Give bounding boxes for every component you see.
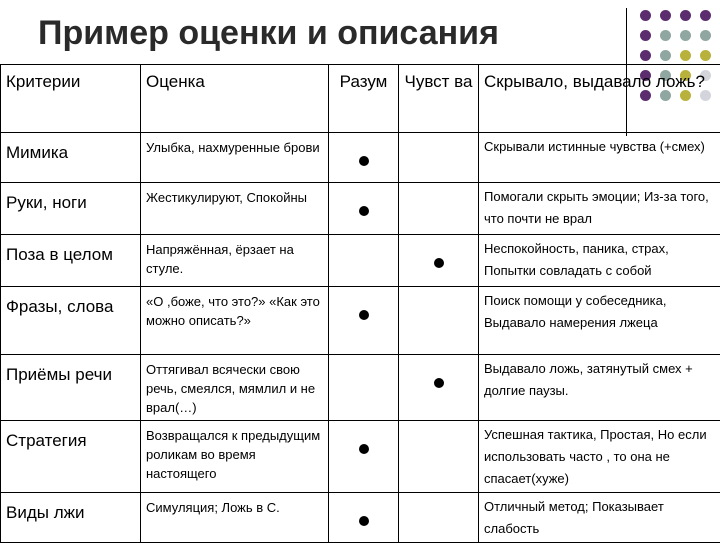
row-conclusion: Скрывали истинные чувства (+смех): [479, 133, 720, 183]
decorative-dot: [680, 10, 691, 21]
decorative-dot: [680, 50, 691, 61]
reason-cell: [329, 355, 399, 421]
table-header-row: [1, 65, 720, 133]
row-evaluation: Напряжённая, ёрзает на стуле.: [141, 235, 329, 287]
decorative-dot: [640, 30, 651, 41]
row-criteria: Приёмы речи: [1, 355, 141, 421]
table-row: [1, 355, 720, 421]
table-row: [1, 287, 720, 355]
table-row: [1, 183, 720, 235]
feeling-marker-dot: [434, 378, 444, 388]
reason-marker-dot: [359, 444, 369, 454]
reason-cell: [329, 183, 399, 235]
table-row: [1, 421, 720, 493]
row-criteria: Поза в целом: [1, 235, 141, 287]
table-row: [1, 235, 720, 287]
decorative-dot: [700, 30, 711, 41]
row-criteria: Мимика: [1, 133, 141, 183]
decorative-dot: [640, 10, 651, 21]
row-evaluation: Жестикулируют, Спокойны: [141, 183, 329, 235]
row-evaluation: «О ,боже, что это?» «Как это можно описать?»: [141, 287, 329, 355]
table-row: [1, 133, 720, 183]
row-conclusion: Поиск помощи у собеседника, Выдавало намерения лжеца: [479, 287, 720, 355]
decorative-dot: [680, 30, 691, 41]
decorative-dot: [640, 50, 651, 61]
reason-cell: [329, 235, 399, 287]
reason-cell: [329, 133, 399, 183]
row-criteria: Фразы, слова: [1, 287, 141, 355]
page-title: Пример оценки и описания: [38, 14, 499, 53]
header-concealed: Скрывало, выдавало ложь?: [479, 65, 720, 133]
reason-cell: [329, 287, 399, 355]
header-criteria: Критерии: [1, 65, 141, 133]
row-evaluation: Оттягивал всячески свою речь, смеялся, мямлил и не врал(…): [141, 355, 329, 421]
row-conclusion: Помогали скрыть эмоции; Из-за того, что почти не врал: [479, 183, 720, 235]
row-conclusion: Выдавало ложь, затянутый смех + долгие паузы.: [479, 355, 720, 421]
reason-cell: [329, 421, 399, 493]
row-evaluation: Возвращался к предыдущим роликам во время настоящего: [141, 421, 329, 493]
feeling-cell: [399, 355, 479, 421]
row-conclusion: Успешная тактика, Простая, Но если использовать часто , то она не спасает(хуже): [479, 421, 720, 493]
table-row: [1, 493, 720, 543]
row-conclusion: Отличный метод; Показывает слабость: [479, 493, 720, 543]
row-criteria: Виды лжи: [1, 493, 141, 543]
decorative-dot: [660, 10, 671, 21]
feeling-marker-dot: [434, 258, 444, 268]
feeling-cell: [399, 421, 479, 493]
row-criteria: Стратегия: [1, 421, 141, 493]
reason-marker-dot: [359, 206, 369, 216]
reason-cell: [329, 493, 399, 543]
feeling-cell: [399, 133, 479, 183]
header-feeling: Чувст ва: [399, 65, 479, 133]
decorative-dot: [700, 50, 711, 61]
feeling-cell: [399, 183, 479, 235]
decorative-dot: [660, 50, 671, 61]
header-reason: Разум: [329, 65, 399, 133]
feeling-cell: [399, 235, 479, 287]
reason-marker-dot: [359, 310, 369, 320]
decorative-dot: [660, 30, 671, 41]
reason-marker-dot: [359, 516, 369, 526]
row-evaluation: Улыбка, нахмуренные брови: [141, 133, 329, 183]
reason-marker-dot: [359, 156, 369, 166]
feeling-cell: [399, 493, 479, 543]
evaluation-table: [0, 64, 720, 543]
row-criteria: Руки, ноги: [1, 183, 141, 235]
decorative-dot: [700, 10, 711, 21]
row-conclusion: Неспокойность, паника, страх, Попытки совладать с собой: [479, 235, 720, 287]
feeling-cell: [399, 287, 479, 355]
header-evaluation: Оценка: [141, 65, 329, 133]
row-evaluation: Симуляция; Ложь в С.: [141, 493, 329, 543]
